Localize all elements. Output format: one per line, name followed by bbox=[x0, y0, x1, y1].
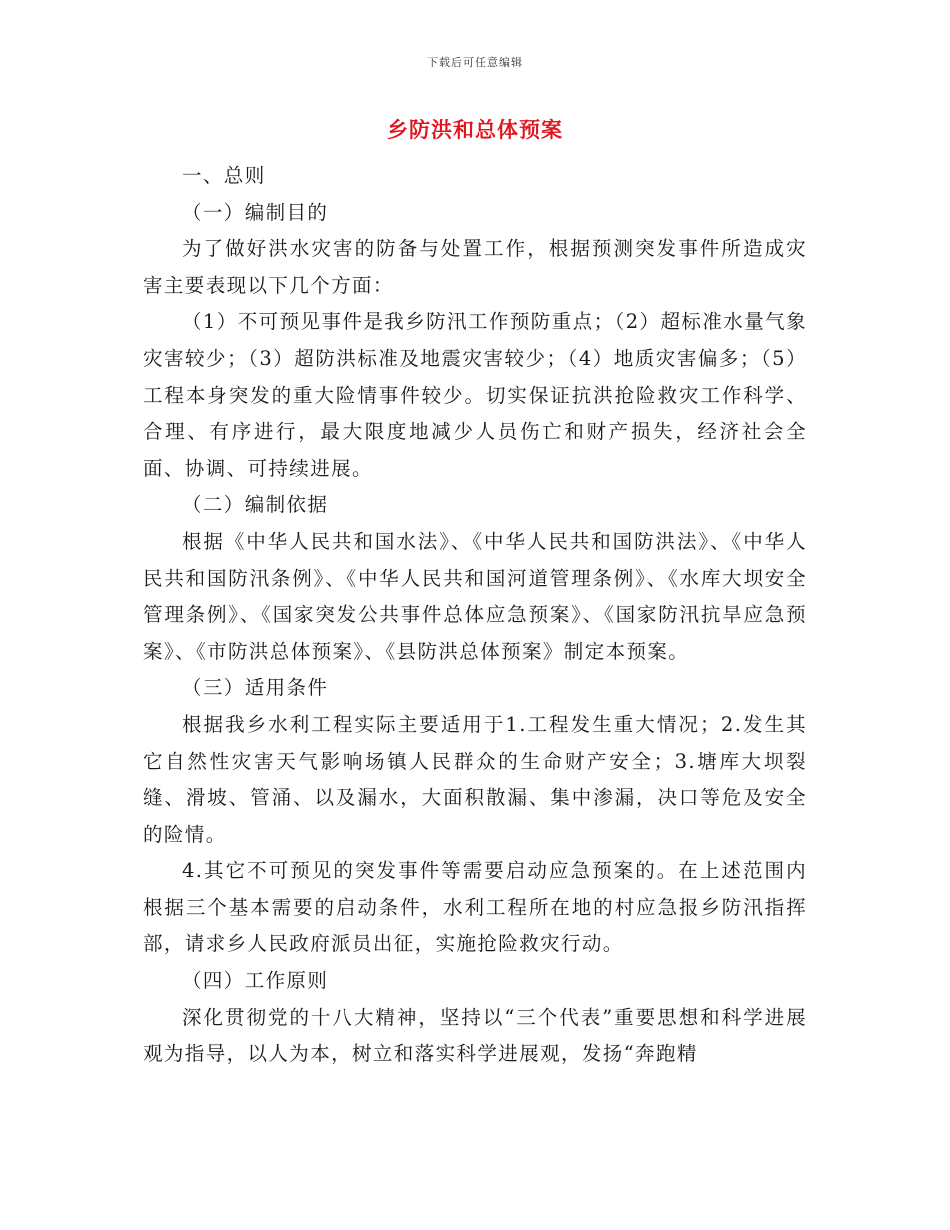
subsection-heading-purpose: （一）编制目的 bbox=[182, 200, 329, 224]
subsection-heading-principles: （四）工作原则 bbox=[182, 969, 329, 993]
paragraph-purpose: 为了做好洪水灾害的防备与处置工作，根据预测突发事件所造成灾害主要表现以下几个方面： bbox=[143, 237, 807, 297]
paragraph-aspects: （1）不可预见事件是我乡防汛工作预防重点；（2）超标准水量气象灾害较少；（3）超防洪标准及地震灾害较少；（4）地质灾害偏多；（5）工程本身突发的重大险情事件较少。切实保证抗洪抢险救灾工作科学、合理、有序进行，最大限度地减少人员伤亡和财产损失，经济社会全面、协调、可持续进展。 bbox=[143, 310, 807, 480]
subsection-heading-conditions: （三）适用条件 bbox=[182, 676, 329, 700]
section-heading-general: 一、总则 bbox=[182, 164, 266, 187]
document-title: 乡防洪和总体预案 bbox=[387, 118, 563, 142]
paragraph-principles: 深化贯彻党的十八大精神，坚持以“三个代表”重要思想和科学进展观为指导，以人为本，树立和落实科学进展观，发扬“奔跑精 bbox=[143, 1005, 807, 1066]
paragraph-conditions: 根据我乡水利工程实际主要适用于1.工程发生重大情况；2.发生其它自然性灾害天气影响场镇人民群众的生命财产安全；3.塘库大坝裂缝、滑坡、管涌、以及漏水，大面积散漏、集中渗漏，决口等危及安全的险情。 bbox=[143, 712, 807, 846]
paragraph-basis: 根据《中华人民共和国水法》、《中华人民共和国防洪法》、《中华人民共和国防汛条例》、《中华人民共和国河道管理条例》、《水库大坝安全管理条例》、《国家突发公共事件总体应急预案》、《国家防汛抗旱应急预案》、《市防洪总体预案》、《县防洪总体预案》制定本预案。 bbox=[143, 529, 807, 663]
subsection-heading-basis: （二）编制依据 bbox=[182, 493, 329, 517]
header-note: 下载后可任意编辑 bbox=[427, 56, 523, 69]
document-body bbox=[143, 158, 807, 1073]
paragraph-conditions-4: 4.其它不可预见的突发事件等需要启动应急预案的。在上述范围内根据三个基本需要的启动条件，水利工程所在地的村应急报乡防汛指挥部，请求乡人民政府派员出征，实施抢险救灾行动。 bbox=[143, 859, 807, 956]
